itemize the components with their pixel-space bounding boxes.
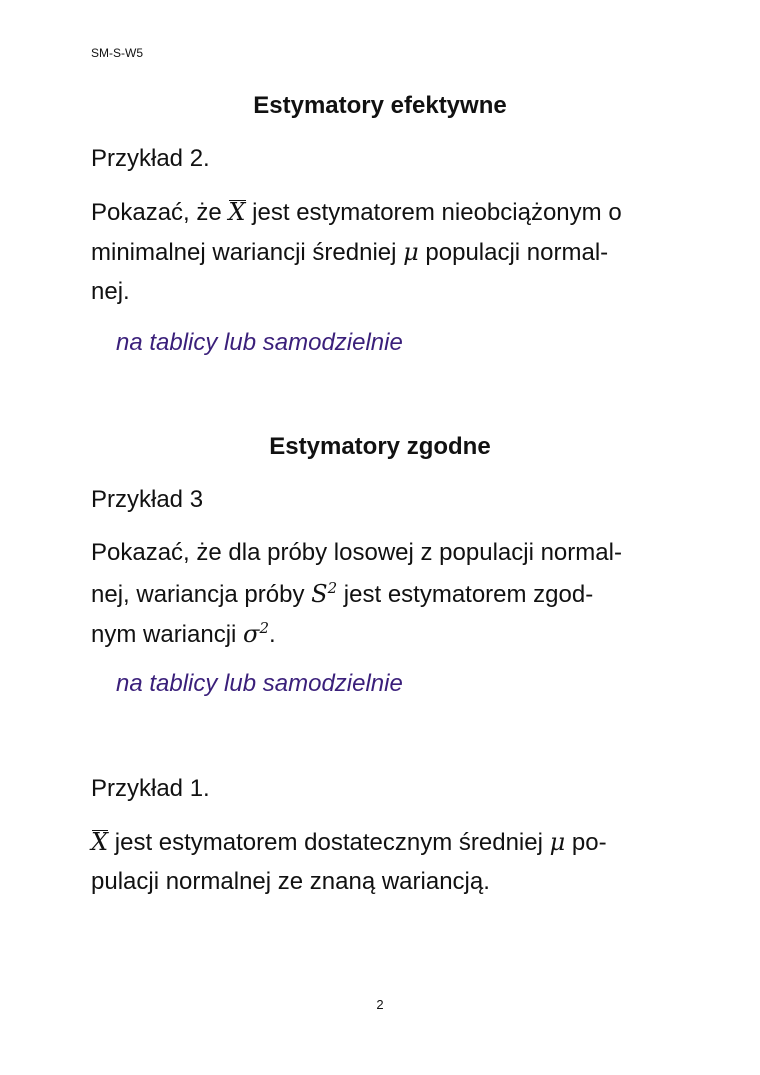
- text-fragment: jest estymatorem zgod-: [343, 581, 594, 608]
- text-fragment: jest estymatorem dostatecznym średniej: [114, 829, 543, 856]
- page-number: 2: [376, 997, 384, 1012]
- text-fragment: nym wariancji: [91, 621, 237, 648]
- paragraph-line: [91, 198, 622, 234]
- document-code: SM-S-W5: [91, 46, 143, 60]
- mu-symbol: μ: [549, 828, 566, 856]
- x-bar-symbol: X: [228, 198, 246, 226]
- text-fragment: minimalnej wariancji średniej: [91, 239, 397, 266]
- paragraph-line: [91, 619, 276, 655]
- sigma-squared-symbol: $\sigma^2$: [243, 619, 269, 648]
- text-fragment: populacji normal-: [425, 239, 609, 266]
- note-text: na tablicy lub samodzielnie: [116, 670, 403, 697]
- paragraph-line: Pokazać, że dla próby losowej z populacji normal-: [91, 539, 622, 566]
- note-text: na tablicy lub samodzielnie: [116, 329, 403, 356]
- example-label: Przykład 3: [91, 486, 204, 513]
- text-fragment: nej, wariancja próby: [91, 581, 305, 608]
- text-fragment: Pokazać, że: [91, 199, 222, 226]
- section-title-consistent: Estymatory zgodne: [269, 433, 491, 460]
- paragraph-line: pulacji normalnej ze znaną wariancją.: [91, 868, 490, 895]
- mu-symbol: μ: [403, 238, 419, 266]
- s-squared-symbol: $S^2$: [311, 579, 338, 608]
- example-label: Przykład 2.: [91, 145, 210, 172]
- paragraph-line: [91, 579, 593, 615]
- x-bar-symbol: X: [91, 828, 109, 856]
- paragraph-line: [91, 238, 608, 274]
- text-fragment: jest estymatorem nieobciążonym o: [252, 199, 622, 226]
- text-fragment: po-: [571, 829, 607, 856]
- paragraph-line: nej.: [91, 278, 130, 305]
- example-label: Przykład 1.: [91, 775, 210, 802]
- text-fragment: .: [268, 621, 276, 648]
- section-title-efficient: Estymatory efektywne: [253, 92, 507, 119]
- paragraph-line: [91, 828, 607, 864]
